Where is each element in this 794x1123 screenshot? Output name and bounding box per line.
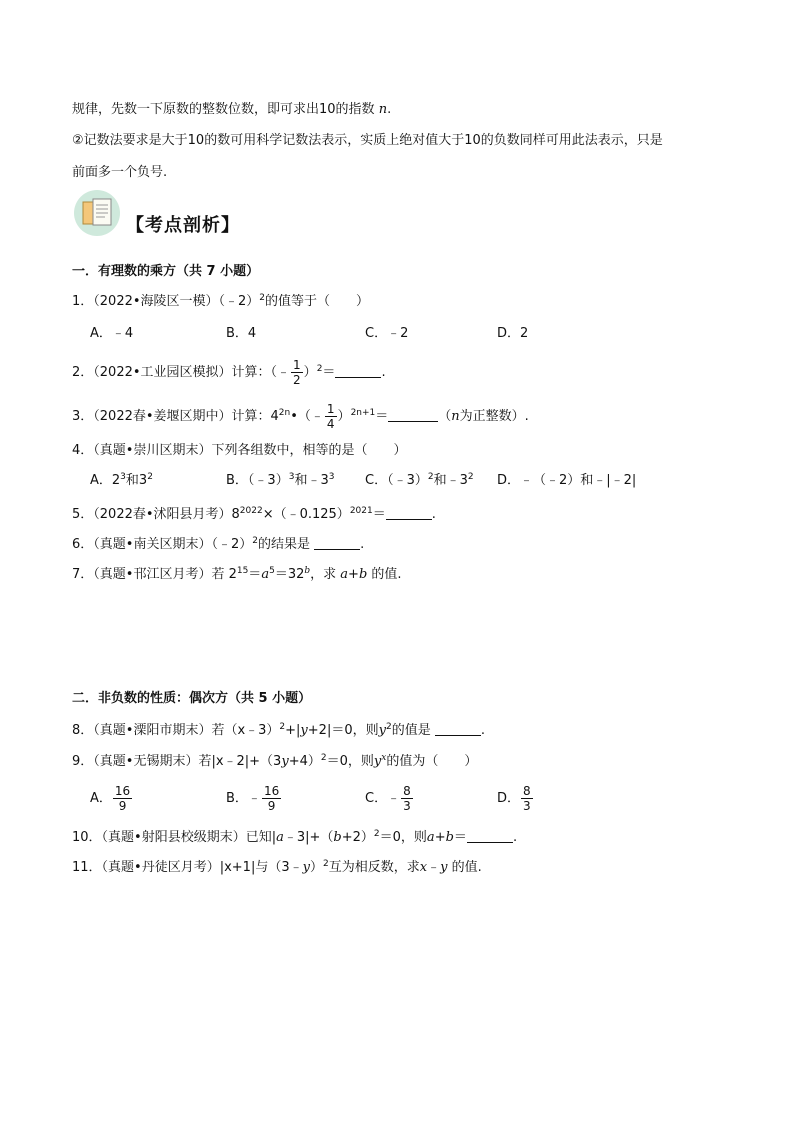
question-9: 9．（真题•无锡期末）若$|x﹣2|+(3y+4)^2=0$，则$y^x$的值为（ ） xyxy=(72,753,478,769)
intro-line-3: 前面多一个负号. xyxy=(72,165,168,180)
q1-option-a: A．﹣4 xyxy=(90,326,134,341)
section-banner-title: 【考点剖析】 xyxy=(126,215,240,236)
q9-option-c: C．﹣ $\frac{8}{3}$ xyxy=(365,784,411,813)
q4-option-c: C．（﹣3）$^2$和$﹣3^2$ xyxy=(365,472,474,488)
answer-blank xyxy=(388,421,438,422)
question-11: 11．（真题•丹徒区月考）|x+1|与（3﹣y）$^2$互为相反数，求x﹣y 的值. xyxy=(72,859,482,875)
question-6: 6．（真题•南关区期末）（﹣2）$^2$的结果是 . xyxy=(72,536,365,552)
q9-option-b: B．﹣ $\frac{16}{9}$ xyxy=(226,784,280,813)
question-7: 7．（真题•邗江区月考）若 $2^{15}=a^5=32^b$，求 a+b 的值. xyxy=(72,566,402,582)
fraction-half: $\frac{1}{2}$ xyxy=(293,358,301,387)
question-5: 5．（2022春•沭阳县月考）$8^{2022}\times(﹣0.125)^{2021}=$ . xyxy=(72,506,436,522)
q4-option-a: A．$2^3$和$3^2$ xyxy=(90,472,153,488)
question-1: 1．（2022•海陵区一模）（﹣2）$^2$的值等于（ ） xyxy=(72,293,370,309)
question-4: 4．（真题•崇川区期末）下列各组数中，相等的是（ ） xyxy=(72,443,407,458)
question-2: 2．（2022•工业园区模拟）计算：（﹣ $\frac{1}{2}$ ）$^2$＝ . xyxy=(72,358,386,387)
notes-icon xyxy=(74,190,120,236)
question-3: 3．（2022春•姜堰区期中）计算：$4^{2n}•(﹣$ $\frac{1}{4}$ ）$^{2n+1}$＝ （n为正整数）. xyxy=(72,402,529,431)
section-1-heading: 一．有理数的乘方（共 7 小题） xyxy=(72,264,260,279)
q4-option-b: B．（﹣3）$^3$和$﹣3^3$ xyxy=(226,472,335,488)
answer-blank xyxy=(386,519,432,520)
intro-line-2: ②记数法要求是大于10的数可用科学记数法表示，实质上绝对值大于10的负数同样可用此法表示，只是 xyxy=(72,133,663,148)
q1-option-c: C．﹣2 xyxy=(365,326,409,341)
q1-option-d: D．2 xyxy=(497,326,529,341)
section-2-heading: 二．非负数的性质：偶次方（共 5 小题） xyxy=(72,691,312,706)
q9-option-d: D． $\frac{8}{3}$ xyxy=(497,784,531,813)
question-8: 8．（真题•溧阳市期末）若（x﹣3）$^2$+|y+2|＝0，则$y^2$的值是 . xyxy=(72,722,485,738)
question-10: 10．（真题•射阳县校级期末）已知$|a﹣3|+(b+2)^2=0$，则a+b＝ . xyxy=(72,829,518,845)
answer-blank xyxy=(335,377,381,378)
answer-blank xyxy=(314,549,360,550)
fraction-quarter: $\frac{1}{4}$ xyxy=(326,402,335,431)
q1-option-b: B．4 xyxy=(226,326,257,341)
answer-blank xyxy=(467,842,513,843)
q9-option-a: A． $\frac{16}{9}$ xyxy=(90,784,131,813)
intro-line-1: 规律，先数一下原数的整数位数，即可求出10的指数 n. xyxy=(72,102,392,117)
answer-blank xyxy=(435,735,481,736)
q4-option-d: D．﹣（﹣2）和﹣|﹣2| xyxy=(497,473,637,488)
